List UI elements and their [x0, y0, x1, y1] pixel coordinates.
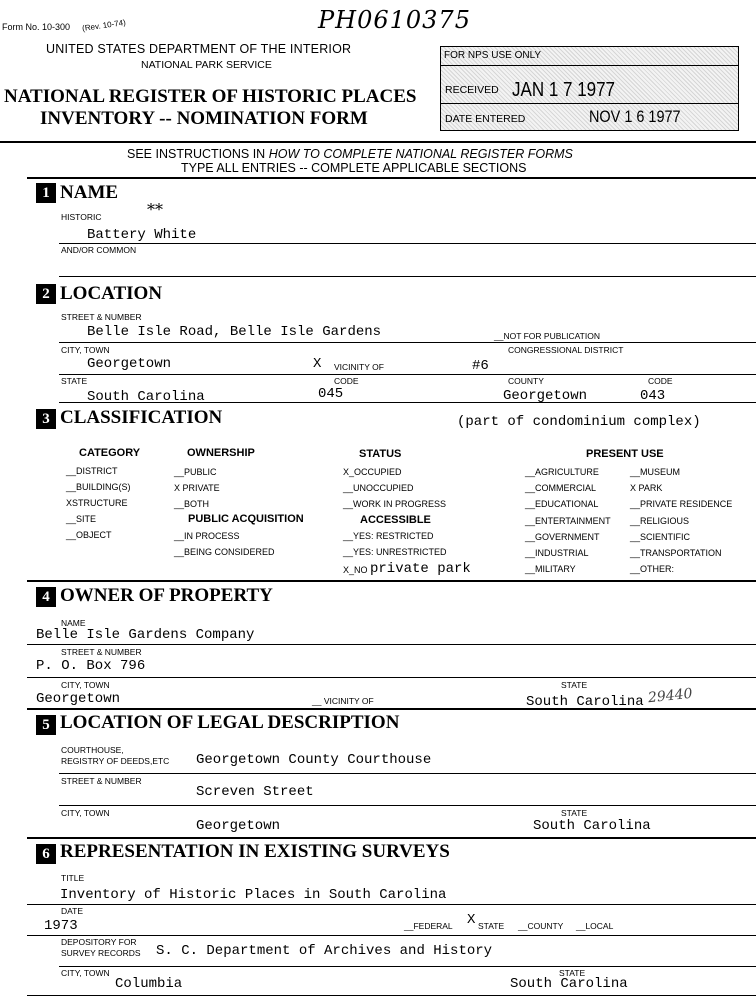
- section-title-surveys: REPRESENTATION IN EXISTING SURVEYS: [60, 841, 450, 862]
- present-use-option: __SCIENTIFIC: [630, 532, 691, 542]
- instructions-line1: SEE INSTRUCTIONS IN HOW TO COMPLETE NATIONAL REGISTER FORMS: [127, 147, 573, 161]
- vicinity-label: VICINITY OF: [334, 362, 384, 372]
- date-entered-value: NOV 1 6 1977: [589, 107, 681, 126]
- survey-city-label: CITY, TOWN: [61, 968, 110, 978]
- courthouse-value: Georgetown County Courthouse: [196, 752, 432, 768]
- section-number-2: 2: [36, 284, 56, 304]
- section-number-3: 3: [36, 409, 56, 429]
- owner-state-label: STATE: [561, 680, 588, 690]
- ownership-option: __BOTH: [174, 499, 210, 509]
- category-option: __OBJECT: [66, 530, 112, 540]
- depository-label-line2: SURVEY RECORDS: [61, 948, 141, 958]
- owner-street-value: P. O. Box 796: [36, 658, 146, 674]
- depository-label-line1: DEPOSITORY FOR: [61, 937, 137, 947]
- ownership-option: __PUBLIC: [174, 467, 217, 477]
- survey-date-value: 1973: [44, 918, 78, 934]
- status-option: __UNOCCUPIED: [343, 483, 414, 493]
- category-option: __SITE: [66, 514, 97, 524]
- section-title-classification: CLASSIFICATION: [60, 407, 223, 428]
- agency-name: NATIONAL PARK SERVICE: [141, 59, 272, 71]
- status-heading: STATUS: [359, 448, 402, 460]
- code-label: CODE: [334, 376, 359, 386]
- form-number: Form No. 10-300: [2, 22, 71, 32]
- section-title-location: LOCATION: [60, 283, 163, 304]
- legal-street-value: Screven Street: [196, 784, 314, 800]
- date-entered-label: DATE ENTERED: [445, 113, 526, 125]
- survey-state-label: STATE: [559, 968, 586, 978]
- acquisition-option: __BEING CONSIDERED: [174, 547, 275, 557]
- street-number-value: Belle Isle Road, Belle Isle Gardens: [87, 324, 382, 340]
- county-label: COUNTY: [508, 376, 544, 386]
- survey-city-value: Columbia: [115, 976, 183, 992]
- owner-street-label: STREET & NUMBER: [61, 647, 142, 657]
- nps-box-heading: FOR NPS USE ONLY: [444, 50, 542, 61]
- form-revision: (Rev. 10-74): [81, 17, 127, 34]
- legal-street-label: STREET & NUMBER: [61, 776, 142, 786]
- section-title-legal-description: LOCATION OF LEGAL DESCRIPTION: [60, 712, 400, 733]
- legal-state-value: South Carolina: [533, 818, 651, 834]
- classification-note: (part of condominium complex): [457, 414, 701, 430]
- accessible-no-value: private park: [370, 561, 471, 577]
- accessible-no-option: X_NO: [343, 565, 368, 575]
- received-date: JAN 1 7 1977: [512, 79, 616, 101]
- owner-state-value: South Carolina: [526, 694, 644, 710]
- present-use-option: __EDUCATIONAL: [525, 499, 599, 509]
- section-number-1: 1: [36, 183, 56, 203]
- section-number-6: 6: [36, 844, 56, 864]
- ownership-heading: OWNERSHIP: [187, 447, 255, 459]
- present-use-heading: PRESENT USE: [586, 448, 664, 460]
- survey-federal-option: __FEDERAL: [404, 921, 453, 931]
- survey-county-option: __COUNTY: [518, 921, 564, 931]
- status-option: __WORK IN PROGRESS: [343, 499, 447, 509]
- legal-city-value: Georgetown: [196, 818, 281, 834]
- courthouse-label: COURTHOUSE,: [61, 745, 124, 755]
- county-value: Georgetown: [503, 388, 588, 404]
- public-acquisition-heading: PUBLIC ACQUISITION: [188, 513, 304, 525]
- not-for-publication-label: __NOT FOR PUBLICATION: [494, 331, 600, 341]
- legal-state-label: STATE: [561, 808, 588, 818]
- city-town-label: CITY, TOWN: [61, 345, 110, 355]
- owner-vicinity-label: __ VICINITY OF: [312, 696, 374, 706]
- owner-zip-handwritten: 29440: [647, 685, 694, 707]
- survey-title-value: Inventory of Historic Places in South Carolina: [60, 887, 447, 903]
- survey-state-option: STATE: [478, 921, 505, 931]
- instructions-line2: TYPE ALL ENTRIES -- COMPLETE APPLICABLE SECTIONS: [181, 161, 527, 175]
- category-heading: CATEGORY: [79, 447, 141, 459]
- acquisition-option: __IN PROCESS: [174, 531, 240, 541]
- ownership-option: X PRIVATE: [174, 483, 220, 493]
- state-value: South Carolina: [87, 389, 205, 405]
- present-use-option: __MILITARY: [525, 564, 576, 574]
- present-use-option: __INDUSTRIAL: [525, 548, 589, 558]
- section-number-4: 4: [36, 587, 56, 607]
- section-number-5: 5: [36, 715, 56, 735]
- category-option: __BUILDING(S): [66, 482, 131, 492]
- street-number-label: STREET & NUMBER: [61, 312, 142, 322]
- form-title-line2: INVENTORY -- NOMINATION FORM: [40, 108, 368, 129]
- accessible-option: __YES: UNRESTRICTED: [343, 547, 447, 557]
- county-code-value: 043: [640, 388, 666, 404]
- congressional-district-value: #6: [472, 358, 489, 374]
- present-use-option: __GOVERNMENT: [525, 532, 600, 542]
- present-use-option: __TRANSPORTATION: [630, 548, 722, 558]
- historic-handwritten-mark: **: [147, 200, 163, 219]
- received-label: RECEIVED: [445, 84, 499, 96]
- section-title-name: NAME: [60, 182, 119, 203]
- status-option: X_OCCUPIED: [343, 467, 402, 477]
- city-town-value: Georgetown: [87, 356, 172, 372]
- present-use-option: __AGRICULTURE: [525, 467, 599, 477]
- historic-name-value: Battery White: [87, 227, 197, 243]
- form-title-line1: NATIONAL REGISTER OF HISTORIC PLACES: [4, 86, 417, 107]
- owner-name-label: NAME: [61, 618, 86, 628]
- state-label: STATE: [61, 376, 88, 386]
- owner-city-label: CITY, TOWN: [61, 680, 110, 690]
- vicinity-mark: X: [313, 356, 322, 372]
- owner-name-value: Belle Isle Gardens Company: [36, 627, 255, 643]
- category-option: __DISTRICT: [66, 466, 118, 476]
- survey-date-label: DATE: [61, 906, 84, 916]
- department-name: UNITED STATES DEPARTMENT OF THE INTERIOR: [46, 42, 352, 56]
- present-use-option: __COMMERCIAL: [525, 483, 597, 493]
- present-use-option: __MUSEUM: [630, 467, 681, 477]
- section-title-owner: OWNER OF PROPERTY: [60, 585, 273, 606]
- survey-local-option: __LOCAL: [576, 921, 614, 931]
- survey-title-label: TITLE: [61, 873, 85, 883]
- owner-city-value: Georgetown: [36, 691, 121, 707]
- accessible-heading: ACCESSIBLE: [360, 514, 431, 526]
- common-name-label: AND/OR COMMON: [61, 245, 137, 255]
- code-value: 045: [318, 386, 344, 402]
- present-use-option: __PRIVATE RESIDENCE: [630, 499, 733, 509]
- present-use-option: __ENTERTAINMENT: [525, 516, 611, 526]
- present-use-option: X PARK: [630, 483, 663, 493]
- handwritten-record-number: PH0610375: [318, 6, 471, 34]
- present-use-option: __RELIGIOUS: [630, 516, 690, 526]
- category-option: XSTRUCTURE: [66, 498, 128, 508]
- nps-use-only-box: [440, 46, 739, 131]
- depository-value: S. C. Department of Archives and History: [156, 943, 493, 959]
- legal-city-label: CITY, TOWN: [61, 808, 110, 818]
- county-code-label: CODE: [648, 376, 673, 386]
- survey-state-value: South Carolina: [510, 976, 628, 992]
- congressional-district-label: CONGRESSIONAL DISTRICT: [508, 345, 624, 355]
- survey-state-mark: X: [467, 912, 476, 928]
- present-use-option: __OTHER:: [630, 564, 675, 574]
- accessible-option: __YES: RESTRICTED: [343, 531, 434, 541]
- registry-label: REGISTRY OF DEEDS,ETC: [61, 756, 170, 766]
- historic-label: HISTORIC: [61, 212, 102, 222]
